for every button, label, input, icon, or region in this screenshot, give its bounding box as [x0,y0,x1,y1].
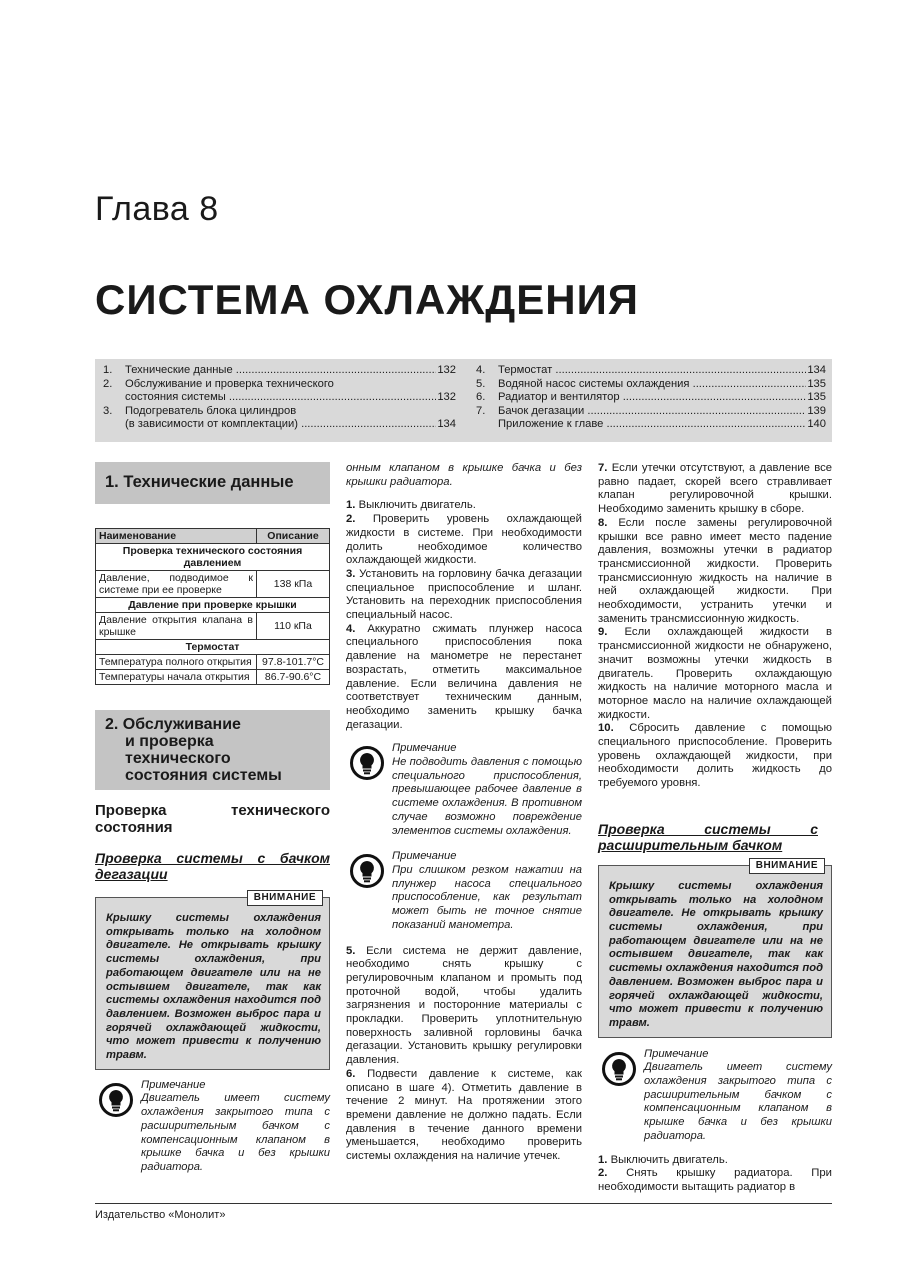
bulb-icon [99,1083,133,1117]
steps-list-b [346,945,582,1164]
warning-label: ВНИМАНИЕ [247,890,323,906]
toc-entry-text: Водяной насос системы охлаждения ..... [498,378,806,390]
step-text: Если утечки отсутствуют, а давление все равно падает, скорей всего стравливает клапан регулировочной крышки. Необходимо заменить крышку в сборе. [598,462,832,516]
table-cell: Температура полного открытия [96,655,257,670]
note-label: Примечание [141,1078,206,1091]
list-item [598,1154,832,1168]
section-1-heading: 1. Технические данные [95,462,330,504]
step-number: 1. [598,1153,608,1166]
step-text: Выключить двигатель. [358,499,476,512]
warning-box [598,859,832,1038]
toc-entry-page: 134 [437,418,456,430]
warning-label: ВНИМАНИЕ [749,858,825,874]
toc-entry-page: 140 [807,418,826,430]
table-header-desc: Описание [257,529,330,544]
table-cell: 97.8-101.7°С [257,655,330,670]
list-item [598,517,832,627]
column-3 [598,462,832,1195]
list-item [346,945,582,1068]
step-text: Снять крышку радиатора. При необходимости вытащить радиатор в [598,1167,832,1193]
section-2-title-line: технического [125,750,231,767]
toc-entry-title [498,405,806,419]
step-text: Установить на горловину бачка дегазации специальное приспособление и шланг. Установить на переходник приспособления специальный насос. [346,567,583,622]
table-row [96,655,330,670]
note-text: Двигатель имеет систему охлаждения закрытого типа с расширительным бачком с компенсационным клапаном в крышке бачка и без крышки радиатора. [644,1061,832,1142]
toc-entry [476,418,826,432]
subheading-check: Проверка технического состояния [95,802,330,836]
toc-entry-text: Приложение к главе ..... [498,418,806,430]
list-item [346,499,582,513]
footer-publisher: Издательство «Монолит» [95,1209,226,1221]
toc-entry-title [498,364,806,378]
table-row [96,544,330,571]
note-label: Примечание [392,742,457,755]
column-1 [95,462,330,1175]
step-number: 6. [346,1067,356,1080]
toc-entry-title [125,364,436,378]
bulb-icon [350,746,384,780]
toc-entry-number: 4. [476,364,486,376]
warning-text: Крышку системы охлаждения открывать только на холодном двигателе. Не открывать крышку системы охлаждения, при работающем двигателе или на не остывшем двигателе, так как системы охлаждения находится под давлением. Возможен выброс пара и горячей охлаждающей жидкости, что может привести к получению травм. [106,912,321,1062]
step-number: 4. [346,622,356,635]
table-cell: 138 кПа [257,571,330,598]
list-item [346,1068,582,1164]
column-2 [346,462,582,1164]
step-text: Сбросить давление с помощью специального приспособление. Проверить уровень охлаждающей жидкости, при необходимости долить жидкость до требуемого уровня. [598,722,832,790]
step-number: 8. [598,516,608,529]
list-item [598,722,832,791]
table-row [96,640,330,655]
toc-entry-text: состояния системы ..... [125,391,436,403]
section-2-title-line: и проверка [125,733,214,750]
table-of-contents [95,359,832,442]
note-text: Не подводить давления с помощью специального приспособления, превышающее рабочее давление в системе охлаждения. В противном случае возможно повреждение элементов системы охлаждения. [392,756,582,837]
toc-entry-number [476,418,498,432]
toc-entry-number [103,418,125,432]
toc-entry [103,378,456,392]
table-cell: Давление, подводимое к системе при ее проверке [96,571,257,598]
step-text: Аккуратно сжимать плунжер насоса специального приспособления пока давление на манометре не перестанет возрастать, отметить максимальное давление. Если величина давления не соответствует техническим данным, необходимо заменить крышку бачка дегазации. [346,622,583,731]
list-item [598,1167,832,1194]
toc-entry-text: Технические данные ..... [125,364,436,376]
toc-entry-page: 132 [437,391,456,403]
toc-entry-page: 135 [807,391,826,403]
toc-entry-text: (в зависимости от комплектации) ..... [125,418,436,430]
note-2 [346,742,582,838]
toc-entry-title [498,378,806,392]
note-label: Примечание [644,1047,709,1060]
step-text: Если охлаждающей жидкости в трансмиссионной жидкости не обнаружено, значит возможны утечки жидкость в двигатель. Проверить охлаждающую жидкость на наличие моторного масла и моторное масло на наличие охлаждающей жидкости. [598,626,833,721]
toc-entry-text: Бачок дегазации ..... [498,405,806,417]
step-number: 2. [598,1167,608,1180]
table-row [96,598,330,613]
toc-entry [476,378,826,392]
toc-entry [476,391,826,405]
step-number: 1. [346,499,356,512]
table-cell: Давление открытия клапана в крышке [96,613,257,640]
toc-entry-title [498,418,806,432]
toc-entry-text: Радиатор и вентилятор ..... [498,391,806,403]
step-text: Проверить уровень охлаждающей жидкости в системе. При необходимости долить необходимое количество охлаждающей жидкости. [346,513,582,567]
step-number: 3. [346,567,356,580]
subheading-expansion: Проверка системы с расширительным бачком [598,820,818,853]
steps-list-d [598,1154,832,1195]
step-text: Если система не держит давление, необходимо снять крышку с регулировочным клапаном и промыть под проточной водой, чтобы удалить загрязнения и посторонние материалы с прокладки. Проверить уплотнительную поверхность заливной горловины бачка дегазации. Установить крышку регулировки давления. [346,944,583,1067]
table-group: Давление при проверке крышки [96,598,330,613]
toc-entry-title [125,405,456,419]
note-1 [95,1079,330,1175]
step-text: Подвести давление к системе, как описано в шаге 4). Отметить давление в течение 2 минут. На протяжении этого времени давление не должно падать. Если давления в течение данного времени уменьшается, необходимо проверить системы охлаждения на наличие утечек. [346,1067,582,1163]
step-number: 7. [598,462,608,474]
list-item [598,626,832,722]
step-text: Если после замены регулировочной крышки все равно имеет место падение давления, возможны утечки в радиатор трансмиссионной жидкости. Проверить трансмиссионную жидкость на наличие в ней охлаждающей жидкости. При необходимости, устранить утечки и заменить трансмиссионную жидкость. [598,516,833,625]
note-3 [346,850,582,932]
toc-entry-text: Подогреватель блока цилиндров [125,404,297,417]
list-item [598,462,832,517]
note-4 [598,1048,832,1144]
table-group: Проверка технического состояния давлением [96,544,330,571]
bulb-icon [602,1052,636,1086]
note-label: Примечание [392,850,457,863]
section-2-title-line: 2. Обслуживание [105,716,241,733]
table-header-name: Наименование [96,529,257,544]
toc-entry-number: 2. [103,377,113,390]
toc-entry-number [103,391,125,405]
toc-entry-text: Обслуживание и проверка технического [125,377,334,390]
table-group: Термостат [96,640,330,655]
paragraph: онным клапаном в крышке бачка и без крышки радиатора. [346,462,582,488]
table-cell: 110 кПа [257,613,330,640]
table-cell: Температуры начала открытия [96,670,257,685]
table-row [96,529,330,544]
steps-list-a [346,499,582,732]
warning-box [95,892,330,1070]
chapter-number: Глава 8 [95,190,219,228]
step-number: 10. [598,722,614,735]
note-text: Двигатель имеет систему охлаждения закрытого типа с расширительным бачком с компенсационным клапаном в крышке бачка и без крышки радиатора. [141,1092,330,1173]
toc-entry-title [498,391,806,405]
toc-left-column [103,364,456,432]
toc-entry [103,364,456,378]
toc-right-column [476,364,826,432]
list-item [346,568,582,623]
section-2-title-line: состояния системы [125,767,282,784]
footer-divider [95,1203,832,1204]
table-row [96,571,330,598]
table-row [96,613,330,640]
toc-entry-title [125,378,456,392]
toc-entry-page: 132 [437,364,456,376]
toc-entry-page: 135 [807,377,826,390]
note-text: При слишком резком нажатии на плунжер насоса специального приспособление, как результат может быть не точное снятие показаний манометра. [392,863,582,931]
spec-table [95,528,330,685]
step-number: 9. [598,626,608,639]
toc-entry-number: 5. [476,377,486,390]
toc-entry-number: 1. [103,364,113,376]
toc-entry [103,391,456,405]
toc-entry [476,364,826,378]
toc-entry-number: 6. [476,391,486,403]
toc-entry-number: 7. [476,404,486,417]
toc-entry [103,405,456,419]
steps-list-c [598,462,832,791]
bulb-icon [350,854,384,888]
subheading-degas: Проверка системы с бачком дегазации [95,850,330,882]
section-2-heading [95,710,330,790]
step-number: 2. [346,513,356,526]
toc-entry-title [125,391,436,405]
toc-entry-page: 139 [807,404,826,417]
step-text: Выключить двигатель. [610,1153,728,1166]
toc-entry-text: Термостат ..... [498,364,806,376]
warning-text: Крышку системы охлаждения открывать только на холодном двигателе. Не открывать крышку системы охлаждения, при работающем двигателе или на не остывшем двигателе, так как системы охлаждения находится под давлением. Возможен выброс пара и горячей охлаждающей жидкости, что может привести к получению травм. [609,879,823,1029]
toc-entry-number: 3. [103,404,113,417]
table-cell: 86.7-90.6°С [257,670,330,685]
toc-entry [103,418,456,432]
toc-entry-title [125,418,436,432]
list-item [346,513,582,568]
chapter-title: СИСТЕМА ОХЛАЖДЕНИЯ [95,276,639,323]
toc-entry-page: 134 [807,364,826,376]
table-row [96,670,330,685]
step-number: 5. [346,944,356,957]
toc-entry [476,405,826,419]
list-item [346,623,582,733]
